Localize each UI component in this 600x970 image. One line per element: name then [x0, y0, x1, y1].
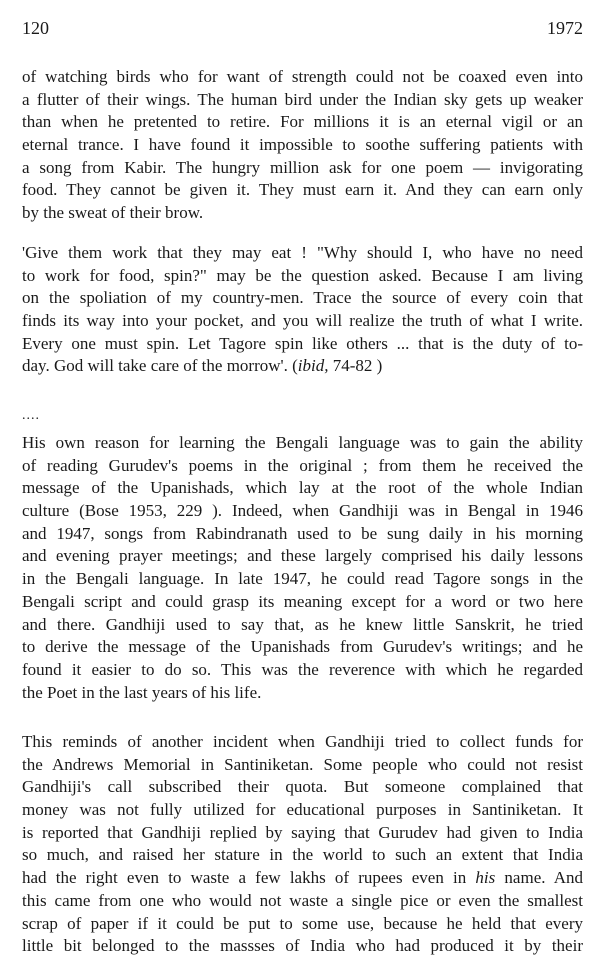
text-line: message of the Upanishads, which lay at the root of the whole Indian	[22, 478, 583, 498]
text-line: to derive the message of the Upanishads from Gurudev's writings; and he	[22, 637, 583, 657]
text-line: His own reason for learning the Bengali language was to gain the ability	[22, 433, 583, 452]
paragraph-1	[22, 66, 583, 225]
text-line: than when he pretented to retire. For millions it is an eternal vigil or an	[22, 112, 583, 132]
text-segment: had the right even to waste a few lakhs of rupees even in	[22, 868, 476, 888]
text-segment: day. God will take care of the morrow'. (	[22, 356, 298, 376]
text-line: of reading Gurudev's poems in the original ; from them he received the	[22, 455, 583, 475]
text-line: by the sweat of their brow.	[22, 203, 204, 223]
text-line: and 1947, songs from Rabindranath used to be sung daily in his morning	[22, 523, 583, 543]
emphasis-italic: his	[475, 868, 496, 888]
text-line: culture (Bose 1953, 229 ). Indeed, when Gandhiji was in Bengal in 1946	[22, 501, 583, 521]
text-line: eternal trance. I have found it impossible to soothe suffering patients with	[22, 135, 583, 155]
text-segment: name. And	[495, 868, 583, 888]
text-line	[22, 355, 583, 378]
text-line: is reported that Gandhiji replied by saying that Gurudev had given to India	[22, 822, 583, 842]
text-line	[22, 867, 583, 890]
text-line: a song from Kabir. The hungry million ask for one poem — invigorating	[22, 157, 583, 177]
text-line: scrap of paper if it could be put to some use, because he held that every	[22, 913, 583, 933]
text-line: money was not fully utilized for educational purposes in Santiniketan. It	[22, 800, 583, 820]
text-line: in the Bengali language. In late 1947, he could read Tagore songs in the	[22, 569, 583, 589]
citation-italic: ibid,	[297, 356, 329, 376]
text-segment: 74-82 )	[328, 356, 383, 376]
text-line: and evening prayer meetings; and these largely comprised his daily lessons	[22, 546, 583, 566]
text-line: little bit belonged to the massses of India who had produced it by their	[22, 936, 583, 956]
running-header-year: 1972	[547, 18, 583, 38]
text-line: the Andrews Memorial in Santiniketan. Some people who could not resist	[22, 754, 583, 774]
text-line: of watching birds who for want of strength could not be coaxed even into	[22, 67, 583, 86]
text-line: 'Give them work that they may eat ! "Why should I, who have no need	[22, 243, 583, 262]
paragraph-2-quote	[22, 242, 583, 378]
text-line: finds its way into your pocket, and you will realize the truth of what I write.	[22, 311, 583, 331]
text-line: on the spoliation of my country-men. Trace the source of every coin that	[22, 288, 583, 308]
page-number: 120	[22, 18, 49, 38]
ellipsis-separator: ....	[22, 408, 40, 423]
text-line: to work for food, spin?" may be the question asked. Because I am living	[22, 265, 583, 285]
text-line: This reminds of another incident when Gandhiji tried to collect funds for	[22, 732, 583, 751]
text-line: Bengali script and could grasp its meaning except for a word or two here	[22, 591, 583, 611]
text-line: Every one must spin. Let Tagore spin like others ... that is the duty of to-	[22, 333, 583, 353]
text-line: and there. Gandhiji used to say that, as he knew little Sanskrit, he tried	[22, 614, 583, 634]
text-line: so much, and raised her stature in the world to such an extent that India	[22, 845, 583, 865]
text-line: food. They cannot be given it. They must earn it. And they can earn only	[22, 180, 583, 200]
text-line: the Poet in the last years of his life.	[22, 682, 262, 702]
paragraph-4	[22, 731, 583, 958]
text-line: a flutter of their wings. The human bird under the Indian sky gets up weaker	[22, 89, 583, 109]
paragraph-3	[22, 432, 583, 704]
text-line: Gandhiji's call subscribed their quota. But someone complained that	[22, 777, 583, 797]
text-line: found it easier to do so. This was the reverence with which he regarded	[22, 659, 583, 679]
text-line: this came from one who would not waste a single pice or even the smallest	[22, 890, 583, 910]
